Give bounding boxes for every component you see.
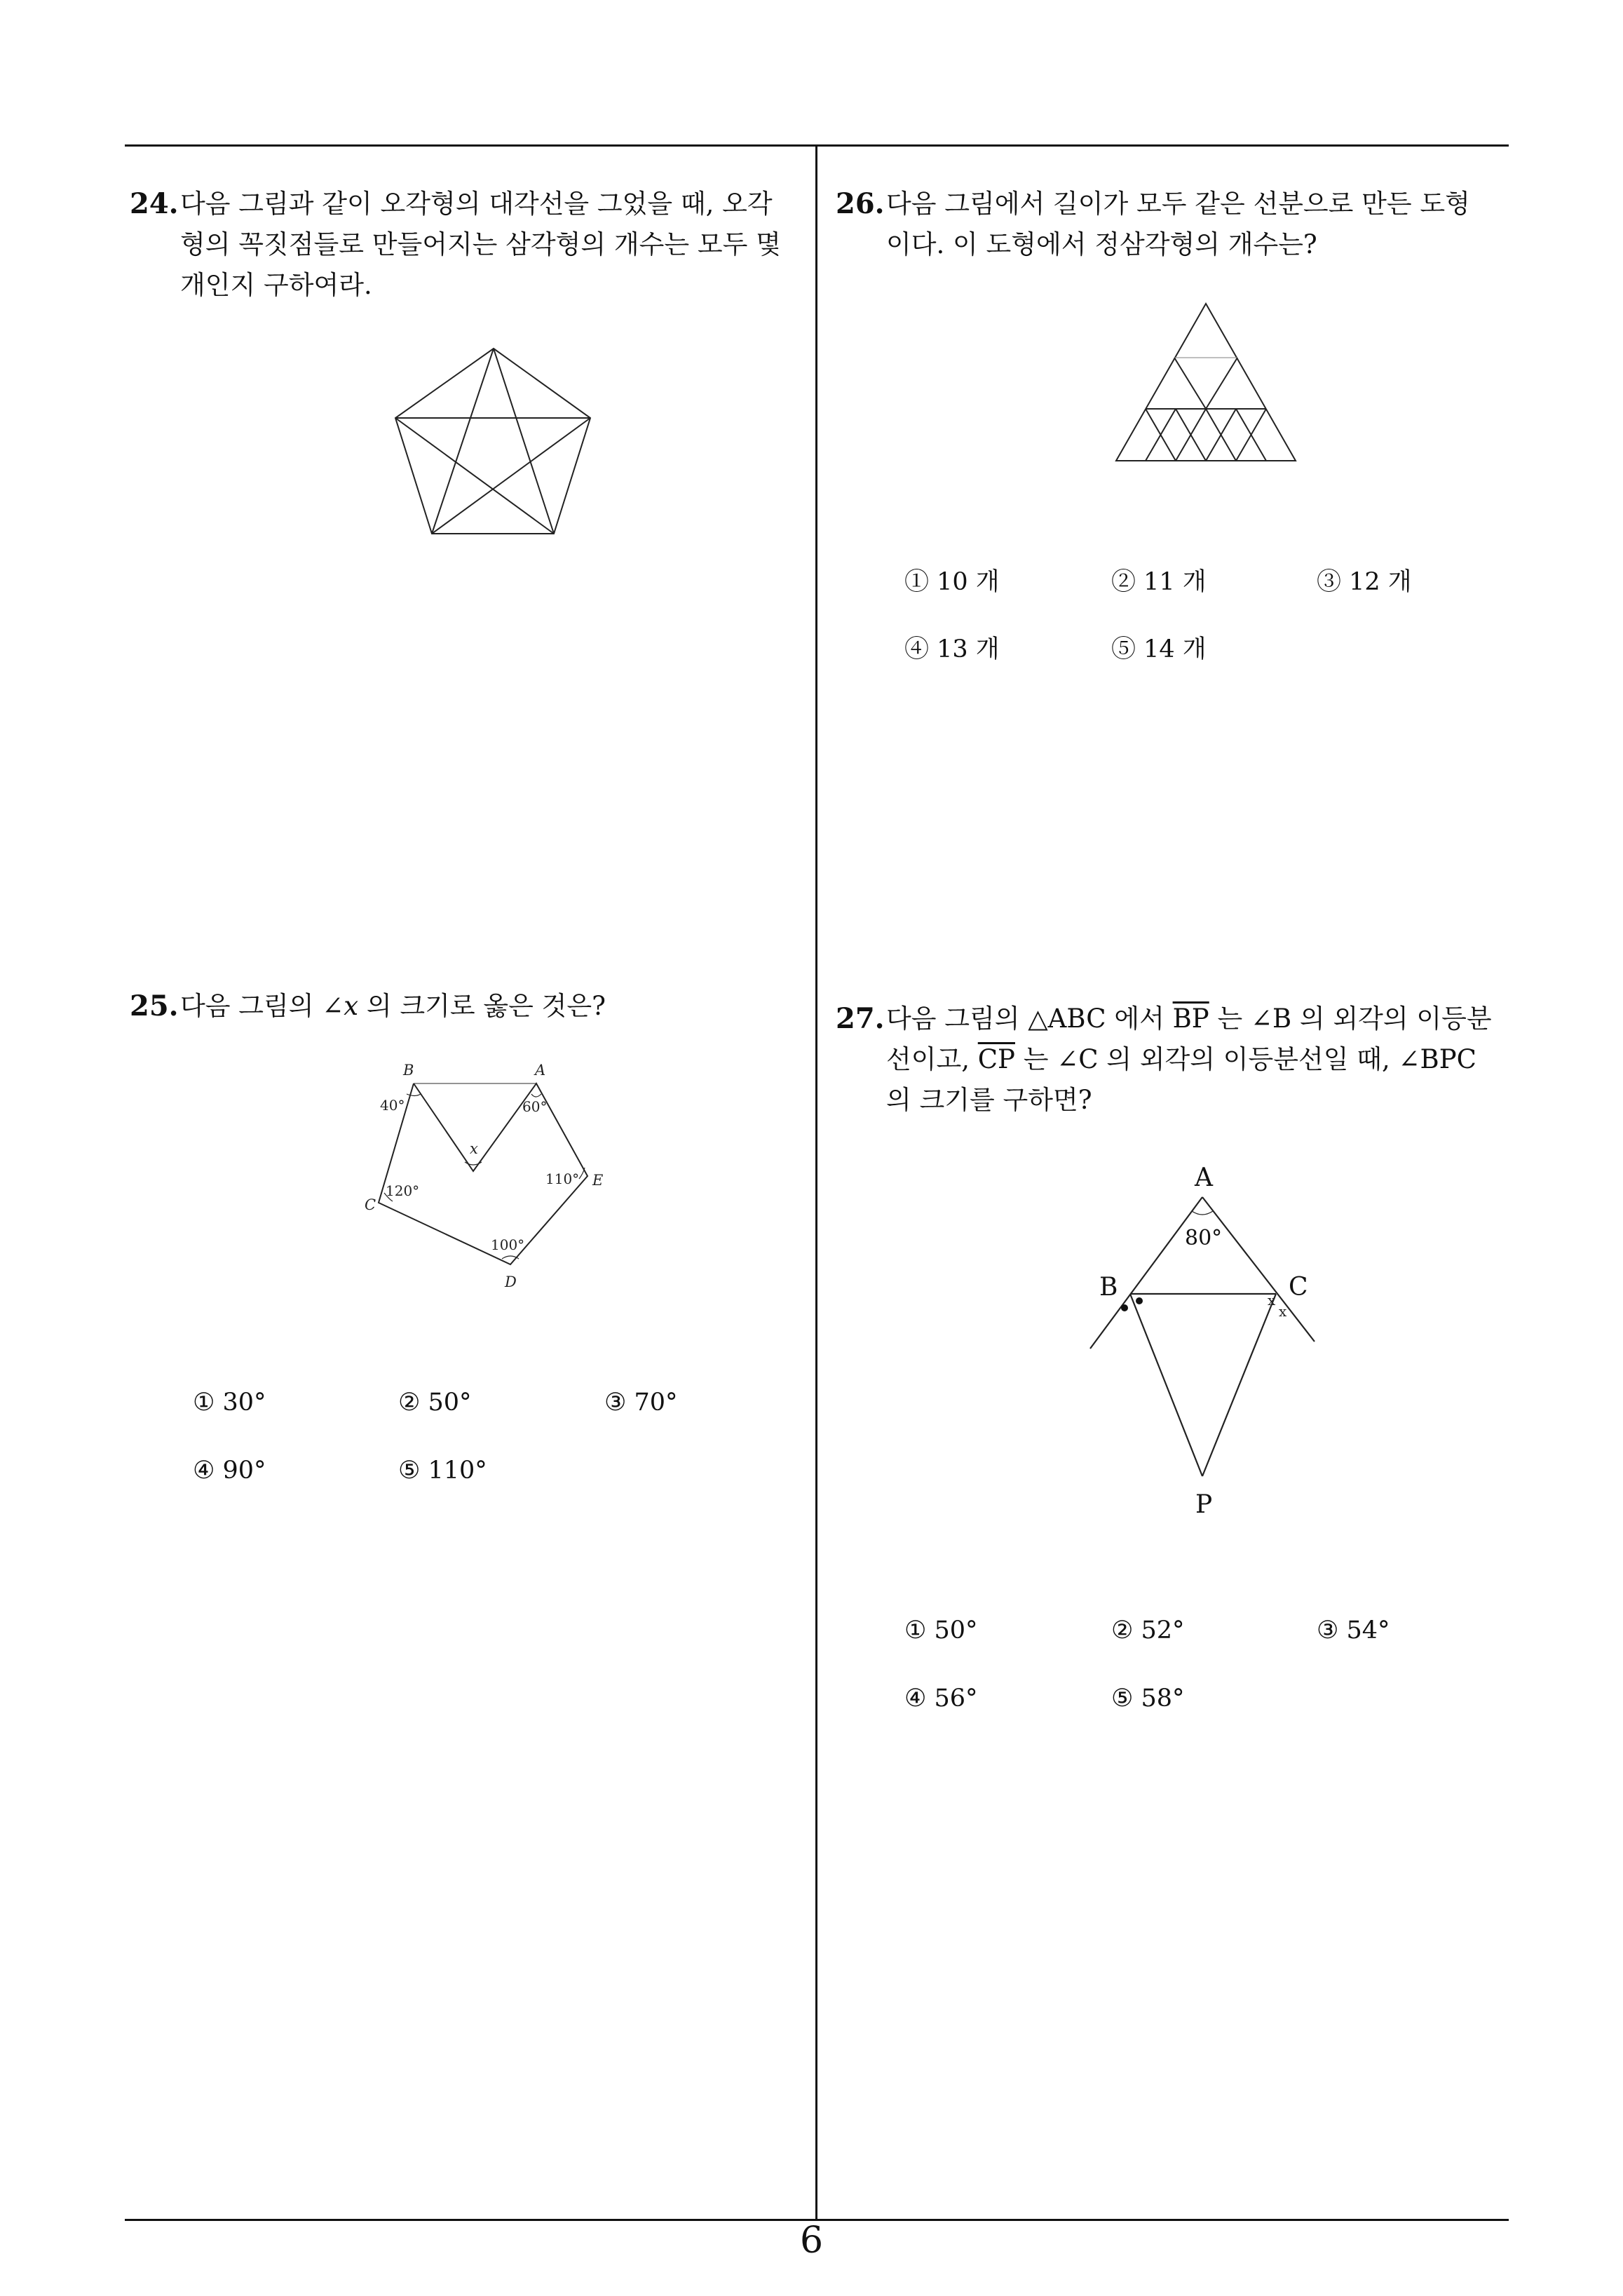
angle-label-100: 100° (491, 1236, 525, 1253)
question-text-line: 선이고, $\overline{CP}$ 는 ∠C 의 외각의 이등분선일 때, ∠BPC (886, 1044, 1476, 1074)
question-text-line: 형의 꼭짓점들로 만들어지는 삼각형의 개수는 모두 몇 (180, 229, 781, 259)
question-text-line: 이다. 이 도형에서 정삼각형의 개수는? (886, 229, 1317, 259)
angle-mark-x: x (1268, 1292, 1276, 1309)
choice-2[interactable]: ② 11 개 (1111, 568, 1207, 596)
choice-2[interactable]: ② 50° (398, 1389, 472, 1417)
segment-CP: $\overline{CP}$ (977, 1044, 1015, 1074)
angle-mark-x: x (1279, 1303, 1287, 1320)
vertex-label-C: C (1289, 1273, 1308, 1302)
angle-label-110: 110° (545, 1170, 580, 1187)
page-number: 6 (799, 2220, 824, 2262)
question-text-line: 다음 그림과 같이 오각형의 대각선을 그었을 때, 오각 (180, 189, 773, 219)
vertex-label-D: D (505, 1274, 517, 1290)
angle-mark-dot (1136, 1297, 1143, 1304)
question-number: 27. (836, 1002, 885, 1035)
question-text-line: 다음 그림의 ∠x 의 크기로 옳은 것은? (180, 991, 606, 1021)
question-25 (130, 986, 803, 1028)
vertex-label-B: B (1099, 1273, 1118, 1302)
question-26 (836, 184, 1509, 268)
choice-3[interactable]: ③ 12 개 (1317, 568, 1412, 596)
choice-5[interactable]: ⑤ 110° (398, 1457, 487, 1485)
vertex-label-E: E (592, 1172, 604, 1189)
segment-BP: $\overline{BP}$ (1172, 1004, 1209, 1034)
choice-3[interactable]: ③ 70° (604, 1389, 678, 1417)
question-text-line: 다음 그림에서 길이가 모두 같은 선분으로 만든 도형 (886, 189, 1470, 219)
triangle-grid-figure (1108, 298, 1304, 470)
choice-5[interactable]: ⑤ 14 개 (1111, 635, 1207, 663)
question-number: 24. (130, 187, 179, 220)
choice-1[interactable]: ① 30° (193, 1389, 266, 1417)
vertex-label-C: C (365, 1196, 376, 1213)
angle-label-60: 60° (522, 1098, 548, 1115)
column-divider (815, 144, 817, 2220)
choice-5[interactable]: ⑤ 58° (1111, 1684, 1185, 1713)
vertex-label-B: B (403, 1062, 414, 1079)
question-number: 25. (130, 990, 179, 1022)
triangle-bisector-figure (1073, 1161, 1339, 1525)
choice-1[interactable]: ① 10 개 (904, 568, 1000, 596)
choice-4[interactable]: ④ 13 개 (904, 635, 1000, 663)
choice-3[interactable]: ③ 54° (1317, 1616, 1390, 1645)
angle-label-80: 80° (1185, 1226, 1223, 1250)
angle-label-40: 40° (380, 1097, 405, 1114)
choice-1[interactable]: ① 50° (904, 1616, 978, 1645)
pentagon-figure (382, 337, 606, 540)
question-text-line: 의 크기를 구하면? (886, 1085, 1092, 1115)
pentagon-angle-figure (365, 1055, 631, 1301)
question-number: 26. (836, 187, 885, 220)
vertex-label-A: A (1195, 1163, 1213, 1192)
question-text-line: 개인지 구하여라. (180, 270, 372, 300)
choice-2[interactable]: ② 52° (1111, 1616, 1185, 1645)
question-27 (836, 999, 1509, 1125)
angle-mark-dot (1121, 1304, 1128, 1311)
choice-4[interactable]: ④ 56° (904, 1684, 978, 1713)
angle-label-120: 120° (386, 1182, 420, 1199)
choice-4[interactable]: ④ 90° (193, 1457, 266, 1485)
angle-x-label: x (470, 1140, 478, 1157)
vertex-label-A: A (535, 1062, 546, 1079)
vertex-label-P: P (1195, 1490, 1213, 1519)
question-24 (130, 184, 803, 310)
question-text-line: 다음 그림의 △ABC 에서 $\overline{BP}$ 는 ∠B 의 외각의 이등분 (886, 1004, 1492, 1034)
variable-x: x (344, 991, 359, 1021)
